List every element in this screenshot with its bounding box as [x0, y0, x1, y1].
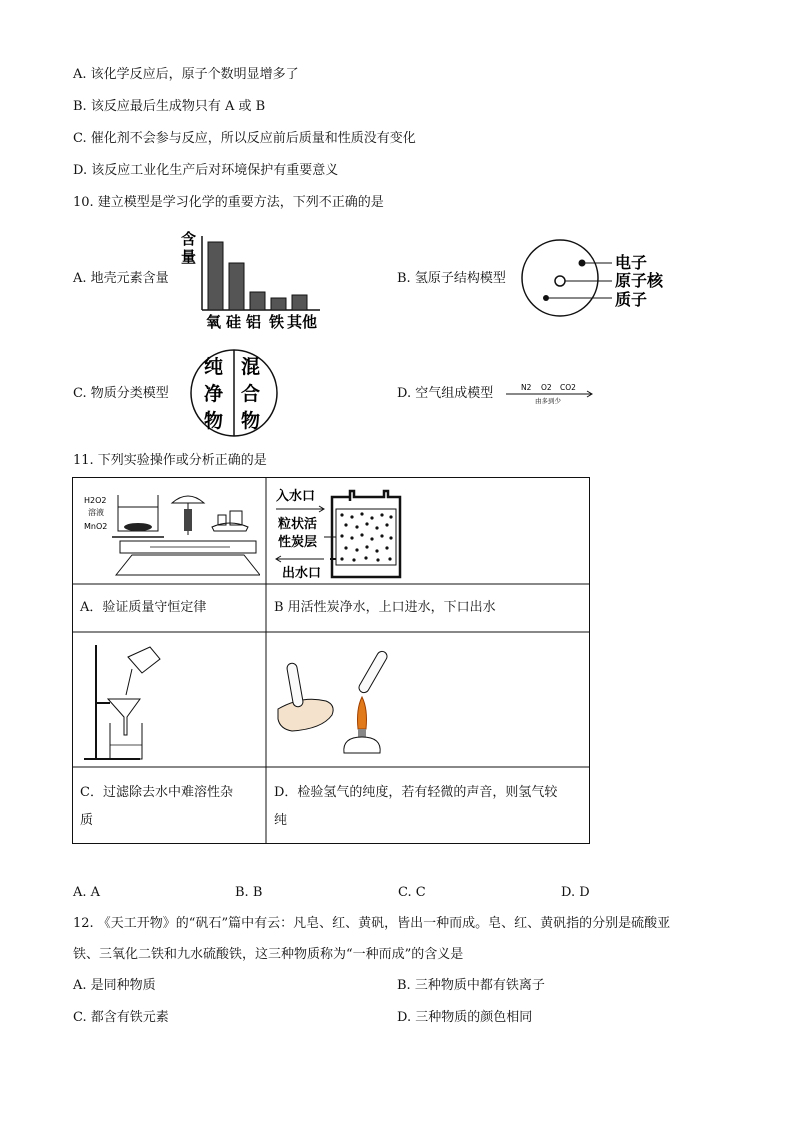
- cell-c-text-1: C．过滤除去水中难溶性杂: [80, 785, 233, 800]
- q9-option-c: C. 催化剂不会参与反应，所以反应前后质量和性质没有变化: [73, 131, 416, 146]
- q12-stem-1: 12. 《天工开物》的“矾石”篇中有云：凡皂、红、黄矾，皆出一种而成。皂、红、黄矾指的分别是硫酸亚: [73, 916, 671, 931]
- label-water-outlet: 出水口: [282, 566, 322, 581]
- chart-cat-label: 氧: [206, 313, 222, 331]
- carbon-particles: [340, 512, 392, 561]
- label-electron: 电子: [615, 253, 648, 272]
- hydrogen-atom-model: [520, 236, 680, 320]
- flame: [358, 697, 367, 729]
- chart-ylabel-1: 含: [181, 230, 197, 248]
- q12-option-c: C. 都含有铁元素: [73, 1010, 169, 1025]
- funnel: [108, 699, 140, 735]
- proton-dot: [543, 295, 549, 301]
- q11-answer-b: B. B: [235, 885, 263, 900]
- filter-vessel: [332, 491, 400, 577]
- chart-cat-label: 铝: [246, 313, 262, 331]
- chart-cat-label: 铁: [269, 313, 285, 331]
- cell-d-text-2: 纯: [274, 813, 288, 828]
- q10-option-c: C. 物质分类模型: [73, 386, 169, 401]
- chart-bar: [292, 295, 307, 310]
- label-mno2: MnO2: [84, 522, 108, 531]
- chart-bar: [229, 263, 244, 310]
- scale-dial: [172, 496, 204, 503]
- lamp-wick: [358, 729, 366, 737]
- cell-a-text: A．验证质量守恒定律: [80, 600, 207, 615]
- alcohol-lamp: [344, 737, 380, 753]
- q11-answer-c: C. C: [398, 885, 426, 900]
- label-water-inlet: 入水口: [276, 489, 316, 504]
- classification-model: [189, 345, 279, 441]
- label-h2o2: H2O2: [84, 496, 107, 505]
- q10-stem: 10. 建立模型是学习化学的重要方法，下列不正确的是: [73, 195, 384, 210]
- gas-o2: O2: [541, 383, 552, 392]
- filtration-figure: [80, 639, 260, 764]
- mno2-powder: [124, 523, 152, 531]
- electron-dot: [579, 260, 586, 267]
- q11-stem: 11. 下列实验操作或分析正确的是: [73, 453, 267, 468]
- air-composition-model: [504, 381, 599, 407]
- receiving-beaker: [110, 723, 142, 759]
- chart-bar: [271, 298, 286, 310]
- glass-rod: [126, 669, 132, 695]
- pure-char: 物: [204, 410, 224, 432]
- pouring-beaker: [128, 647, 160, 673]
- q12-stem-2: 铁、三氧化二铁和九水硫酸铁，这三种物质称为“一种而成”的含义是: [73, 947, 464, 962]
- chart-ylabel-2: 量: [181, 248, 197, 266]
- label-carbon-2: 性炭层: [278, 535, 318, 550]
- q12-option-d: D. 三种物质的颜色相同: [397, 1010, 533, 1025]
- q9-option-a: A. 该化学反应后，原子个数明显增多了: [73, 67, 299, 82]
- label-carbon-1: 粒状活: [278, 517, 318, 532]
- gas-co2: CO2: [560, 383, 576, 392]
- scale-base: [116, 555, 260, 575]
- carbon-filter-figure: [272, 483, 472, 583]
- test-tube-inverted: [357, 650, 389, 695]
- q11-answer-a: A. A: [73, 885, 101, 900]
- test-tube-held: [286, 662, 303, 707]
- mixture-char: 混: [241, 356, 261, 378]
- chart-bar: [208, 242, 223, 310]
- cell-b-text: B 用活性炭净水，上口进水，下口出水: [274, 600, 496, 615]
- arrow-note: 由多到少: [535, 397, 561, 405]
- q9-option-b: B. 该反应最后生成物只有 A 或 B: [73, 99, 266, 114]
- pure-char: 纯: [204, 356, 224, 378]
- chart-bar: [250, 292, 265, 310]
- q10-option-b: B. 氢原子结构模型: [397, 271, 506, 286]
- chart-cat-label: 其他: [287, 313, 318, 331]
- q12-option-b: B. 三种物质中都有铁离子: [397, 978, 545, 993]
- chart-cat-label: 硅: [226, 313, 242, 331]
- q9-option-d: D. 该反应工业化生产后对环境保护有重要意义: [73, 163, 339, 178]
- q10-option-d: D. 空气组成模型: [397, 386, 494, 401]
- gas-n2: N2: [521, 383, 532, 392]
- cell-c-text-2: 质: [80, 813, 94, 828]
- atom-outline: [522, 240, 598, 316]
- mixture-char: 合: [241, 383, 261, 405]
- crust-element-chart: [175, 228, 335, 333]
- mixture-char: 物: [241, 410, 261, 432]
- hand: [278, 699, 333, 731]
- pure-char: 净: [204, 383, 224, 405]
- q10-option-a: A. 地壳元素含量: [73, 271, 169, 286]
- q12-option-a: A. 是同种物质: [73, 978, 156, 993]
- scale-column: [184, 509, 192, 531]
- label-solution: 溶液: [88, 508, 104, 517]
- cell-d-text-1: D．检验氢气的纯度，若有轻微的声音，则氢气较: [274, 785, 558, 800]
- label-proton: 质子: [615, 290, 648, 309]
- q11-table: [72, 477, 590, 844]
- balance-experiment-figure: [80, 485, 260, 581]
- hydrogen-test-figure: [272, 639, 452, 764]
- nucleus-circle: [555, 276, 565, 286]
- q11-answer-d: D. D: [561, 885, 590, 900]
- label-nucleus: 原子核: [615, 271, 664, 290]
